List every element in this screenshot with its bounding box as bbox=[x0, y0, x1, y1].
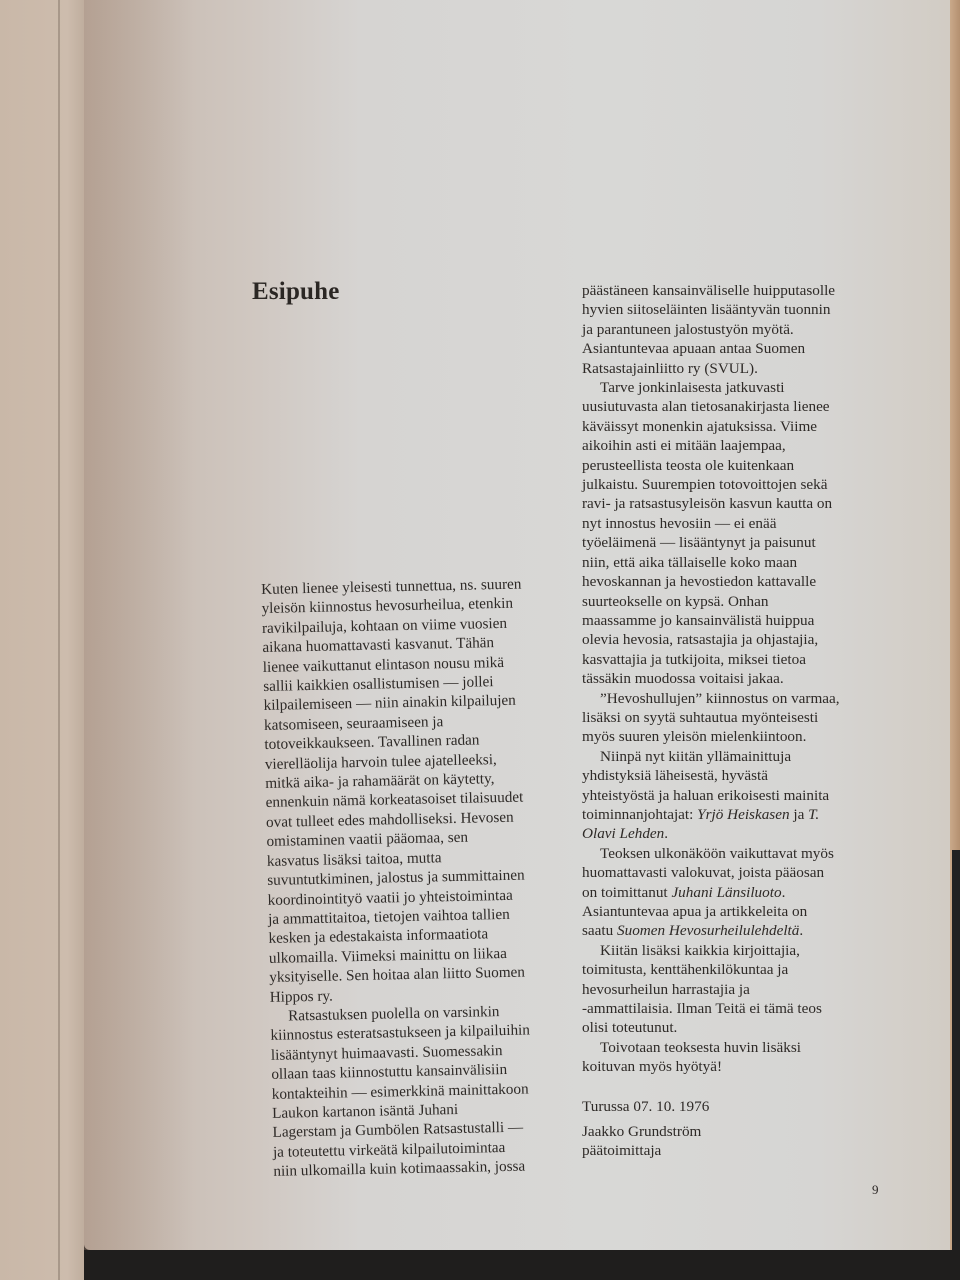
text-column-right bbox=[582, 281, 882, 1161]
text-line: totoveikkaukseen. Tavallinen radan bbox=[264, 731, 480, 754]
publication-name: Suomen Hevosurheilulehdeltä bbox=[617, 922, 800, 940]
person-name: Yrjö Heiskasen bbox=[697, 805, 790, 823]
text-line: kasvatus lisäksi taitoa, mutta bbox=[266, 848, 442, 870]
text-line: lisääntynyt huimaavasti. Suomessakin bbox=[270, 1041, 503, 1064]
table-surface bbox=[84, 1250, 960, 1280]
text-line: mitkä aika- ja rahamäärät on käytetty, bbox=[265, 770, 495, 793]
text-line: Niinpä nyt kiitän yllämainittuja bbox=[600, 747, 792, 765]
text-line: koordinointityö vaatii jo yhteistoimintaa bbox=[267, 886, 513, 909]
person-name: Juhani Länsiluoto bbox=[671, 883, 782, 901]
text-line: niin ulkomailla kuin kotimaassakin, jossa bbox=[273, 1157, 526, 1181]
text-line: on toimittanut Juhani Länsiluoto. bbox=[582, 883, 786, 901]
text-line: saatu Suomen Hevosurheilulehdeltä. bbox=[582, 922, 804, 940]
text-line: julkaistu. Suurempien totovoittojen sekä bbox=[582, 476, 828, 494]
text-column-left bbox=[261, 574, 584, 1182]
text-line: käväissyt monenkin ajatuksissa. Viime bbox=[582, 417, 818, 435]
text-line: lisäksi on syytä suhtautua myönteisesti bbox=[582, 708, 819, 726]
text-line: aikana huomattavasti kasvanut. Tähän bbox=[262, 634, 495, 657]
text-line: suvuntutkiminen, jalostus ja summittainen bbox=[267, 866, 525, 890]
text-line: Laukon kartanon isäntä Juhani bbox=[271, 1100, 459, 1122]
text-line: aikoihin asti ei mitään laajempaa, bbox=[582, 437, 786, 455]
page-title: Esipuhe bbox=[252, 278, 340, 305]
text-line: Hippos ry. bbox=[269, 987, 334, 1006]
signature-role: päätoimittaja bbox=[582, 1142, 662, 1160]
signature-name: Jaakko Grundström bbox=[582, 1123, 702, 1141]
text-line: Olavi Lehden. bbox=[582, 825, 669, 843]
facing-page-left bbox=[0, 0, 84, 1280]
text-line: hevosurheilun harrastajia ja bbox=[582, 980, 750, 998]
text-line: Asiantuntevaa apua ja artikkeleita on bbox=[582, 903, 808, 920]
signature-place-date: Turussa 07. 10. 1976 bbox=[582, 1097, 710, 1115]
text-line: Ratsastajainliitto ry (SVUL). bbox=[582, 359, 758, 377]
text-line: Kuten lienee yleisesti tunnettua, ns. suuren bbox=[261, 575, 522, 598]
text-line: maassamme jo kansainvälistä huippua bbox=[582, 611, 815, 629]
text-line: suurteokselle on kypsä. Onhan bbox=[582, 592, 769, 610]
person-name: Olavi Lehden bbox=[582, 825, 665, 843]
text-line: tässäkin muodossa voitaisi jakaa. bbox=[582, 670, 784, 688]
text-line: Tarve jonkinlaisesta jatkuvasti bbox=[600, 379, 785, 397]
page-number: 9 bbox=[872, 1182, 879, 1197]
text-line: ravikilpailuja, kohtaan on viime vuosien bbox=[261, 614, 508, 637]
text-line: omistaminen vaatii pääomaa, sen bbox=[266, 829, 469, 851]
text-line: Kiitän lisäksi kaikkia kirjoittajia, bbox=[600, 941, 800, 959]
text-line: ulkomailla. Viimeksi mainittu on liikaa bbox=[268, 944, 508, 967]
text-line: Toivotaan teoksesta huvin lisäksi bbox=[600, 1038, 801, 1056]
text-line: ollaan taas kiinnostuttu kansainvälisiin bbox=[271, 1061, 508, 1084]
text-line: yleisön kiinnostus hevosurheilua, etenkin bbox=[261, 595, 514, 618]
text-line: ja parantuneen jalostustyön myötä. bbox=[582, 320, 794, 338]
text-line: ennenkuin nämä korkeatasoiset tilaisuudet bbox=[265, 789, 524, 812]
text-line: ja ammattitaitoa, tietojen vaihtoa tallien bbox=[267, 905, 510, 928]
text-line: huomattavasti valokuvat, joista pääosan bbox=[582, 864, 825, 882]
text-line: sallii kaikkien osallistumisen — jollei bbox=[263, 673, 494, 696]
text-line: Asiantuntevaa apuaan antaa Suomen bbox=[582, 340, 806, 358]
text-line: nyt innostus hevosiin — ei enää bbox=[582, 514, 777, 532]
text-line: kontakteihin — esimerkkinä mainittakoon bbox=[271, 1080, 529, 1103]
text-line: lienee vaikuttanut elintason nousu mikä bbox=[262, 653, 505, 676]
text-line: toimitusta, kenttähenkilökuntaa ja bbox=[582, 961, 789, 979]
text-line: yhteistyöstä ja haluan erikoisesti mainita bbox=[582, 786, 830, 804]
text-line: päästäneen kansainväliselle huipputasolle bbox=[582, 282, 836, 299]
text-line: ”Hevoshullujen” kiinnostus on varmaa, bbox=[600, 689, 840, 707]
background-surface bbox=[952, 850, 960, 1280]
text-line: ravi- ja ratsastusyleisön kasvun kautta on bbox=[582, 495, 833, 513]
text-line: ovat tulleet edes mahdolliseksi. Hevosen bbox=[265, 808, 514, 831]
text-line: yksityiselle. Sen hoitaa alan liitto Suomen bbox=[269, 963, 526, 987]
text-line: Lagerstam ja Gumbölen Ratsastustalli — bbox=[272, 1119, 524, 1142]
text-line: vierelläolija harvoin tulee ajatelleeksi, bbox=[264, 750, 497, 773]
text-line: kilpailemiseen — niin ainakin kilpailujen bbox=[263, 692, 516, 715]
text-line: hevoskannan ja hevostiedon kattavalle bbox=[582, 573, 817, 591]
text-line: myös suuren yleisön mielenkiintoon. bbox=[582, 728, 807, 746]
text-line: -ammattilaisia. Ilman Teitä ei tämä teos bbox=[582, 1000, 822, 1018]
text-line: niin, että aika tällaiselle koko maan bbox=[582, 553, 798, 571]
text-line: työeläimenä — lisääntynyt ja paisunut bbox=[582, 534, 816, 552]
text-line: hyvien siitoseläinten lisääntyvän tuonnin bbox=[582, 301, 831, 319]
text-line: olevia hevosia, ratsastajia ja ohjastajia, bbox=[582, 631, 819, 649]
text-line: kasvattajia ja tutkijoita, miksei tietoa bbox=[582, 650, 806, 668]
page-edge-line bbox=[58, 0, 60, 1280]
text-line: toiminnanjohtajat: Yrjö Heiskasen ja T. bbox=[582, 805, 820, 823]
gutter-shadow bbox=[84, 0, 194, 1250]
text-line: ja toteutettu virkeätä kilpailutoimintaa bbox=[272, 1138, 506, 1161]
text-line: yhdistyksiä läheisestä, hyvästä bbox=[582, 767, 769, 785]
text-line: koituvan myös hyötyä! bbox=[582, 1058, 723, 1076]
text-line: Teoksen ulkonäköön vaikuttavat myös bbox=[600, 844, 834, 862]
text-line: perusteellista teosta ole kuitenkaan bbox=[582, 456, 795, 474]
text-line: kiinnostus esteratsastukseen ja kilpailuihin bbox=[270, 1021, 531, 1045]
text-line: kesken ja edestakaista informaatiota bbox=[268, 925, 489, 948]
text-line: katsomiseen, seuraamiseen ja bbox=[263, 713, 444, 734]
text-line: uusiutuvasta alan tietosanakirjasta lienee bbox=[582, 398, 830, 416]
text-line: olisi toteutunut. bbox=[582, 1019, 678, 1037]
text-line: Ratsastuksen puolella on varsinkin bbox=[287, 1003, 500, 1025]
